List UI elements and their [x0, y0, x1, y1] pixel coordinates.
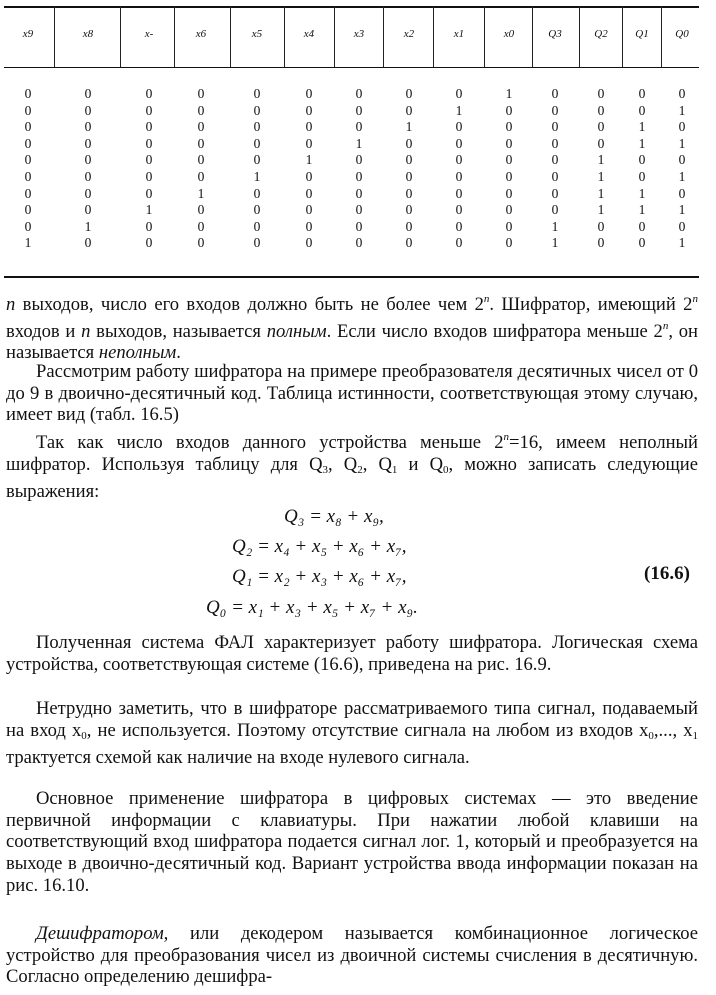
- table-column-separator: [174, 6, 175, 67]
- table-column: [76, 86, 100, 252]
- table-cell: 0: [24, 218, 32, 234]
- table-cell: 1: [638, 202, 646, 218]
- table-cell: 0: [84, 119, 92, 135]
- table-cell: 0: [355, 86, 363, 101]
- table-cell: 1: [455, 102, 463, 118]
- p1-text-d: . Шифратор, имеющий 2: [489, 294, 693, 315]
- p1-sup-n3: n: [662, 319, 669, 332]
- p1-text-l: , он называется: [6, 320, 699, 364]
- table-cell: 0: [253, 185, 261, 201]
- table-cell: 0: [253, 135, 261, 151]
- table-cell: 0: [305, 185, 313, 201]
- table-cell: 0: [551, 135, 559, 151]
- p1-text-b: выходов, число его входов должно быть не более чем 2: [15, 294, 484, 315]
- table-header-cell: Q3: [548, 28, 562, 40]
- table-cell: 1: [678, 235, 686, 251]
- p3-sub-0: 0: [443, 463, 449, 476]
- p3-text-k: , можно записать следующие выражения:: [6, 453, 698, 503]
- paragraph-3: [6, 427, 698, 503]
- p7-text-b: или декодером называется комбинационное логическое устройство для преобразования чисел из двоичной системы счисления в десятичную. Согласно определению дешифра-: [6, 923, 698, 988]
- table-cell: 0: [197, 119, 205, 135]
- table-cell: 1: [305, 152, 313, 168]
- table-column: [497, 86, 521, 252]
- table-cell: 0: [145, 152, 153, 168]
- p3-sub-2: 2: [357, 463, 363, 476]
- table-header-cell: x5: [251, 28, 263, 40]
- table-cell: 0: [455, 86, 463, 101]
- table-cell: 0: [597, 235, 605, 251]
- table-column: [16, 86, 40, 252]
- table-cell: 0: [638, 168, 646, 184]
- p5-sub-0: 0: [81, 729, 87, 742]
- table-cell: 0: [405, 86, 413, 101]
- term-full: полным: [266, 320, 327, 342]
- table-cell: 0: [678, 185, 686, 201]
- table-cell: 0: [253, 119, 261, 135]
- table-cell: 0: [84, 135, 92, 151]
- table-cell: 0: [84, 168, 92, 184]
- table-cell: 0: [24, 135, 32, 151]
- table-header-rule: [4, 67, 699, 68]
- table-cell: 0: [145, 102, 153, 118]
- table-cell: 0: [355, 218, 363, 234]
- p5-sub-1: 1: [692, 729, 699, 742]
- table-cell: 0: [455, 185, 463, 201]
- table-cell: 0: [405, 152, 413, 168]
- table-cell: 0: [197, 168, 205, 184]
- table-cell: 0: [355, 152, 363, 168]
- table-cell: 0: [145, 235, 153, 251]
- table-top-rule: [4, 6, 699, 8]
- table-cell: 1: [597, 152, 605, 168]
- table-cell: 0: [505, 185, 513, 201]
- paragraph-4: Полученная система ФАЛ характеризует работу шифратора. Логическая схема устройства, соответствующая системе (16.6), приведена на рис. 16.9.: [6, 632, 698, 675]
- table-cell: 0: [145, 168, 153, 184]
- p3-sub-1: 1: [391, 463, 398, 476]
- paragraph-7: [6, 923, 698, 988]
- paragraph-5: [6, 698, 698, 769]
- table-header-cell: x0: [503, 28, 515, 40]
- p1-n2: n: [81, 320, 91, 342]
- p3-sub-3: 3: [322, 463, 329, 476]
- table-cell: 0: [84, 152, 92, 168]
- table-cell: 0: [505, 218, 513, 234]
- table-cell: 0: [405, 202, 413, 218]
- table-cell: 0: [197, 152, 205, 168]
- table-cell: 0: [355, 119, 363, 135]
- table-cell: 0: [305, 135, 313, 151]
- table-cell: 0: [24, 152, 32, 168]
- table-cell: 0: [197, 86, 205, 101]
- table-column: [589, 86, 613, 252]
- table-cell: 0: [405, 102, 413, 118]
- table-cell: 0: [253, 235, 261, 251]
- table-cell: 0: [455, 235, 463, 251]
- table-cell: 0: [84, 102, 92, 118]
- table-cell: 0: [145, 185, 153, 201]
- table-column-separator: [622, 6, 623, 67]
- table-header-cell: x6: [195, 28, 207, 40]
- table-cell: 0: [305, 218, 313, 234]
- table-column-separator: [484, 6, 485, 67]
- table-column-separator: [383, 6, 384, 67]
- table-cell: 0: [24, 202, 32, 218]
- table-cell: 1: [355, 135, 363, 151]
- table-cell: 0: [355, 235, 363, 251]
- table-cell: 0: [405, 135, 413, 151]
- p1-sup-n2: n: [692, 293, 698, 305]
- p3-text-c: =16, имеем неполный шифратор. Используя таблицу для Q: [6, 432, 698, 475]
- table-cell: 0: [551, 86, 559, 101]
- table-cell: 0: [505, 202, 513, 218]
- table-cell: 0: [597, 218, 605, 234]
- equation-q2: Q₂ = x₄ + x₅ + x₆ + x₇,: [232, 536, 407, 557]
- table-cell: 0: [597, 102, 605, 118]
- table-column: [397, 86, 421, 252]
- table-column: [245, 86, 269, 252]
- table-column-separator: [284, 6, 285, 67]
- p5-text-e: ,..., x: [653, 719, 693, 741]
- p1-text-end: .: [176, 342, 181, 364]
- paragraph-6: Основное применение шифратора в цифровых системах — это введение первичной информации с клавиатуры. При нажатии любой клавиши на соответствующий вход шифратора подается сигнал лог. 1, который и преобразуется на выходе в двоично-десятичный код. Вариант устройства ввода информации показан на рис. 16.10.: [6, 788, 698, 896]
- p1-text-j: . Если число входов шифратора меньше 2: [326, 320, 663, 342]
- table-cell: 0: [678, 119, 686, 135]
- table-cell: 0: [197, 218, 205, 234]
- table-header-cell: x2: [403, 28, 415, 40]
- table-cell: 0: [355, 168, 363, 184]
- table-header-cell: Q1: [635, 28, 649, 40]
- paragraph-1: [6, 289, 698, 364]
- table-cell: 0: [551, 102, 559, 118]
- table-header-cell: x1: [453, 28, 465, 40]
- table-header-cell: Q2: [594, 28, 608, 40]
- table-cell: 0: [355, 185, 363, 201]
- equation-q0: Q₀ = x₁ + x₃ + x₅ + x₇ + x₉.: [206, 597, 418, 618]
- table-cell: 0: [253, 102, 261, 118]
- p1-text-f: входов и: [6, 320, 82, 342]
- table-column: [630, 86, 654, 252]
- p3-text-a: Так как число входов данного устройства меньше 2: [36, 432, 504, 453]
- table-cell: 0: [597, 86, 605, 101]
- p1-n: n: [6, 294, 16, 315]
- table-cell: 0: [638, 218, 646, 234]
- table-cell: 0: [24, 102, 32, 118]
- table-column: [137, 86, 161, 252]
- table-cell: 0: [405, 235, 413, 251]
- table-cell: 0: [197, 202, 205, 218]
- table-cell: 1: [551, 218, 559, 234]
- table-cell: 0: [197, 102, 205, 118]
- table-cell: 0: [505, 119, 513, 135]
- table-column-separator: [433, 6, 434, 67]
- table-cell: 0: [505, 102, 513, 118]
- table-cell: 0: [24, 119, 32, 135]
- table-cell: 0: [455, 135, 463, 151]
- table-cell: 0: [505, 135, 513, 151]
- table-cell: 0: [84, 185, 92, 201]
- table-cell: 1: [197, 185, 205, 201]
- table-cell: 0: [505, 235, 513, 251]
- table-cell: 0: [145, 119, 153, 135]
- table-cell: 1: [84, 218, 92, 234]
- table-column-separator: [579, 6, 580, 67]
- table-cell: 0: [551, 152, 559, 168]
- table-column-separator: [230, 6, 231, 67]
- table-cell: 0: [84, 202, 92, 218]
- table-column: [543, 86, 567, 252]
- table-cell: 0: [305, 235, 313, 251]
- p3-text-g: , Q: [362, 453, 392, 475]
- table-cell: 0: [24, 168, 32, 184]
- table-cell: 0: [551, 185, 559, 201]
- p5-text-a: Нетрудно заметить, что в шифраторе рассматриваемого типа сигнал, подаваемый на вход x: [6, 698, 698, 741]
- table-header-cell: x-: [144, 28, 154, 40]
- table-cell: 1: [678, 202, 686, 218]
- p3-text-e: , Q: [328, 453, 358, 475]
- p3-sup-n: n: [503, 431, 510, 443]
- table-cell: 0: [455, 202, 463, 218]
- equation-q3: Q₃ = x₈ + x₉,: [284, 506, 384, 527]
- table-cell: 0: [638, 86, 646, 101]
- table-cell: 0: [305, 119, 313, 135]
- table-column: [189, 86, 213, 252]
- table-cell: 1: [678, 135, 686, 151]
- table-cell: 0: [145, 135, 153, 151]
- table-cell: 0: [253, 202, 261, 218]
- table-cell: 0: [678, 86, 686, 101]
- table-header-cell: x3: [353, 28, 365, 40]
- table-cell: 1: [597, 168, 605, 184]
- term-decoder: Дешифратором,: [36, 923, 169, 944]
- table-column: [447, 86, 471, 252]
- table-cell: 0: [355, 102, 363, 118]
- p5-sub-0b: 0: [648, 729, 654, 742]
- table-header-cell: x8: [82, 28, 94, 40]
- table-cell: 0: [455, 218, 463, 234]
- table-cell: 0: [355, 202, 363, 218]
- term-incomplete: неполным: [98, 342, 177, 364]
- paragraph-2: Рассмотрим работу шифратора на примере преобразователя десятичных чисел от 0 до 9 в двоично-десятичный код. Таблица истинности, соответствующая этому случаю, имеет вид (табл. 16.5): [6, 361, 698, 426]
- equation-q1: Q₁ = x₂ + x₃ + x₆ + x₇,: [232, 566, 407, 587]
- table-cell: 0: [405, 168, 413, 184]
- p3-text-i: и Q: [397, 453, 443, 475]
- table-bottom-rule: [4, 276, 699, 278]
- table-cell: 1: [145, 202, 153, 218]
- table-cell: 0: [405, 185, 413, 201]
- table-column-separator: [54, 6, 55, 67]
- truth-table: [4, 6, 699, 278]
- table-cell: 0: [505, 168, 513, 184]
- table-cell: 0: [405, 218, 413, 234]
- table-cell: 1: [597, 202, 605, 218]
- table-cell: 0: [145, 86, 153, 101]
- table-cell: 0: [305, 86, 313, 101]
- table-cell: 0: [551, 168, 559, 184]
- table-cell: 0: [678, 218, 686, 234]
- p1-text-h: выходов, называется: [90, 320, 267, 342]
- table-cell: 1: [253, 168, 261, 184]
- table-cell: 1: [24, 235, 32, 251]
- table-cell: 0: [597, 119, 605, 135]
- table-header-cell: x4: [303, 28, 315, 40]
- table-cell: 0: [455, 168, 463, 184]
- equation-number: (16.6): [644, 563, 690, 584]
- table-column-separator: [532, 6, 533, 67]
- table-cell: 0: [455, 152, 463, 168]
- table-cell: 0: [145, 218, 153, 234]
- table-cell: 0: [197, 235, 205, 251]
- table-column: [347, 86, 371, 252]
- table-cell: 0: [638, 102, 646, 118]
- table-cell: 0: [253, 218, 261, 234]
- p5-text-g: трактуется схемой как наличие на входе нулевого сигнала.: [6, 747, 470, 769]
- table-cell: 1: [551, 235, 559, 251]
- p1-sup-n: n: [483, 293, 490, 305]
- table-cell: 0: [455, 119, 463, 135]
- table-column-separator: [334, 6, 335, 67]
- table-cell: 0: [638, 235, 646, 251]
- table-column: [670, 86, 694, 252]
- table-cell: 0: [253, 152, 261, 168]
- table-cell: 0: [24, 86, 32, 101]
- table-cell: 0: [84, 86, 92, 101]
- table-column-separator: [120, 6, 121, 67]
- table-cell: 0: [597, 135, 605, 151]
- table-cell: 0: [505, 152, 513, 168]
- table-cell: 0: [638, 152, 646, 168]
- table-column-separator: [661, 6, 662, 67]
- table-cell: 1: [638, 185, 646, 201]
- table-cell: 1: [678, 168, 686, 184]
- table-cell: 0: [305, 168, 313, 184]
- table-cell: 1: [678, 102, 686, 118]
- table-cell: 1: [638, 119, 646, 135]
- table-cell: 0: [24, 185, 32, 201]
- table-column: [297, 86, 321, 252]
- table-cell: 0: [197, 135, 205, 151]
- table-cell: 0: [551, 119, 559, 135]
- table-cell: 1: [597, 185, 605, 201]
- table-cell: 0: [84, 235, 92, 251]
- table-cell: 1: [405, 119, 413, 135]
- table-cell: 0: [253, 86, 261, 101]
- table-cell: 1: [638, 135, 646, 151]
- p5-text-c: , не используется. Поэтому отсутствие сигнала на любом из входов x: [86, 719, 649, 741]
- table-header-cell: x9: [22, 28, 34, 40]
- table-cell: 1: [505, 86, 513, 101]
- table-header-cell: Q0: [675, 28, 689, 40]
- table-cell: 0: [551, 202, 559, 218]
- table-cell: 0: [678, 152, 686, 168]
- table-cell: 0: [305, 102, 313, 118]
- table-cell: 0: [305, 202, 313, 218]
